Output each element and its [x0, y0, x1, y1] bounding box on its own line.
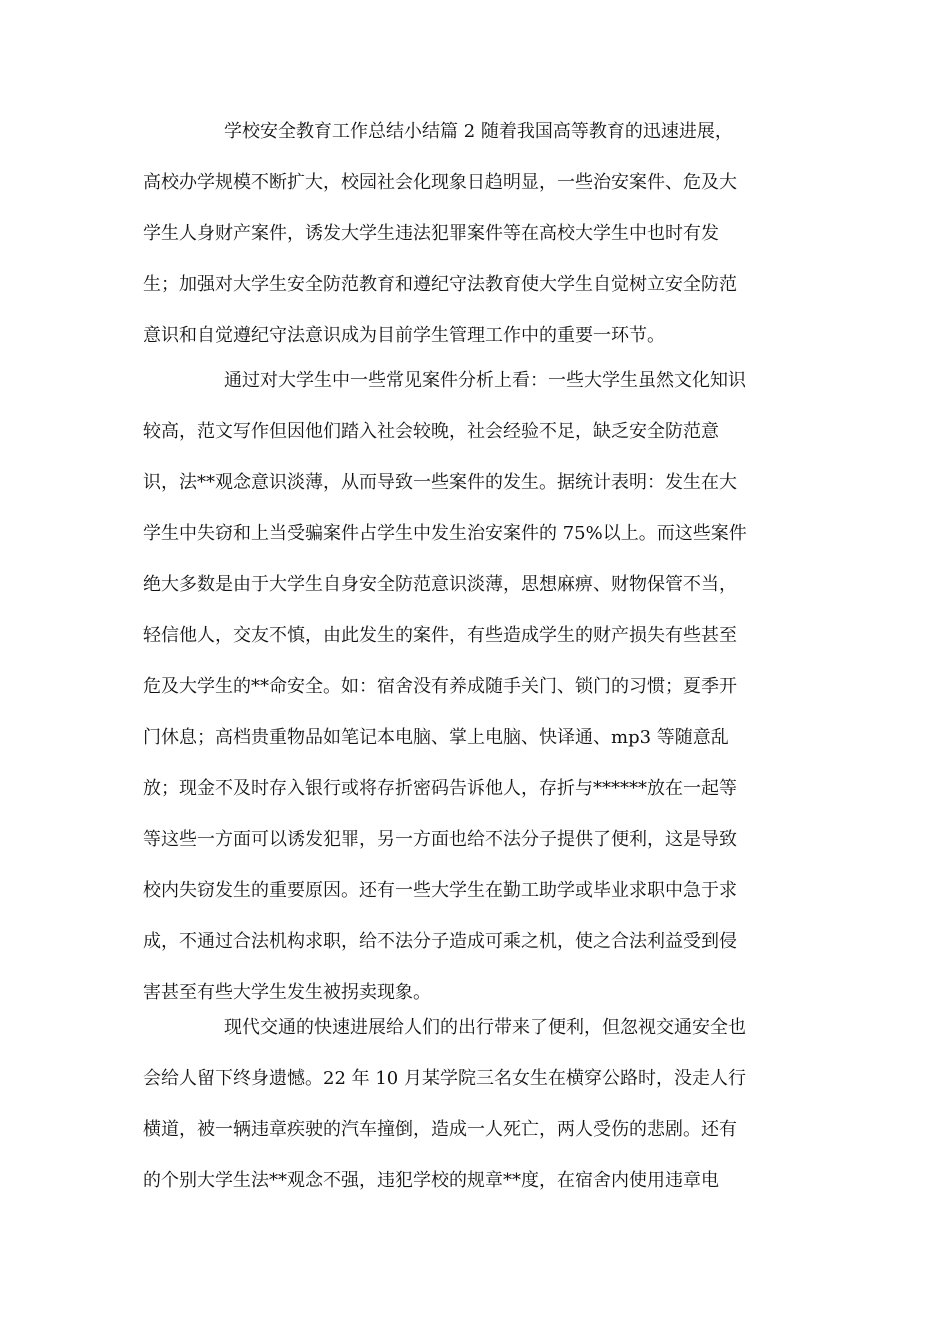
paragraph-line: 门休息；高档贵重物品如笔记本电脑、掌上电脑、快译通、mp3 等随意乱	[143, 727, 729, 748]
paragraph-line: 放；现金不及时存入银行或将存折密码告诉他人，存折与******放在一起等	[143, 778, 737, 799]
paragraph-line: 较高，范文写作但因他们踏入社会较晚，社会经验不足，缺乏安全防范意	[143, 421, 719, 442]
paragraph-line: 的个别大学生法**观念不强，违犯学校的规章**度，在宿舍内使用违章电	[143, 1170, 719, 1191]
paragraph-line: 学生人身财产案件，诱发大学生违法犯罪案件等在高校大学生中也时有发	[143, 223, 719, 244]
paragraph-line: 学生中失窃和上当受骗案件占学生中发生治安案件的 75%以上。而这些案件	[143, 523, 747, 544]
paragraph-line: 通过对大学生中一些常见案件分析上看：一些大学生虽然文化知识	[224, 370, 746, 391]
paragraph-line: 高校办学规模不断扩大，校园社会化现象日趋明显，一些治安案件、危及大	[143, 172, 737, 193]
paragraph-line: 轻信他人，交友不慎，由此发生的案件，有些造成学生的财产损失有些甚至	[143, 625, 737, 646]
paragraph-line: 识，法**观念意识淡薄，从而导致一些案件的发生。据统计表明：发生在大	[143, 472, 737, 493]
paragraph-line: 绝大多数是由于大学生自身安全防范意识淡薄，思想麻痹、财物保管不当，	[143, 574, 737, 595]
paragraph-line: 会给人留下终身遗憾。22 年 10 月某学院三名女生在横穿公路时，没走人行	[143, 1068, 746, 1089]
paragraph-line: 生；加强对大学生安全防范教育和遵纪守法教育使大学生自觉树立安全防范	[143, 274, 737, 295]
paragraph-line: 横道，被一辆违章疾驶的汽车撞倒，造成一人死亡，两人受伤的悲剧。还有	[143, 1119, 737, 1140]
paragraph-line: 校内失窃发生的重要原因。还有一些大学生在勤工助学或毕业求职中急于求	[143, 880, 737, 901]
paragraph-line: 学校安全教育工作总结小结篇 2 随着我国高等教育的迅速进展，	[224, 121, 733, 142]
paragraph-line: 意识和自觉遵纪守法意识成为目前学生管理工作中的重要一环节。	[143, 325, 665, 346]
paragraph-line: 成，不通过合法机构求职，给不法分子造成可乘之机，使之合法利益受到侵	[143, 931, 737, 952]
paragraph-line: 现代交通的快速进展给人们的出行带来了便利，但忽视交通安全也	[224, 1017, 746, 1038]
paragraph-line: 害甚至有些大学生发生被拐卖现象。	[143, 982, 431, 1003]
paragraph-line: 等这些一方面可以诱发犯罪，另一方面也给不法分子提供了便利，这是导致	[143, 829, 737, 850]
paragraph-line: 危及大学生的**命安全。如：宿舍没有养成随手关门、锁门的习惯；夏季开	[143, 676, 737, 697]
